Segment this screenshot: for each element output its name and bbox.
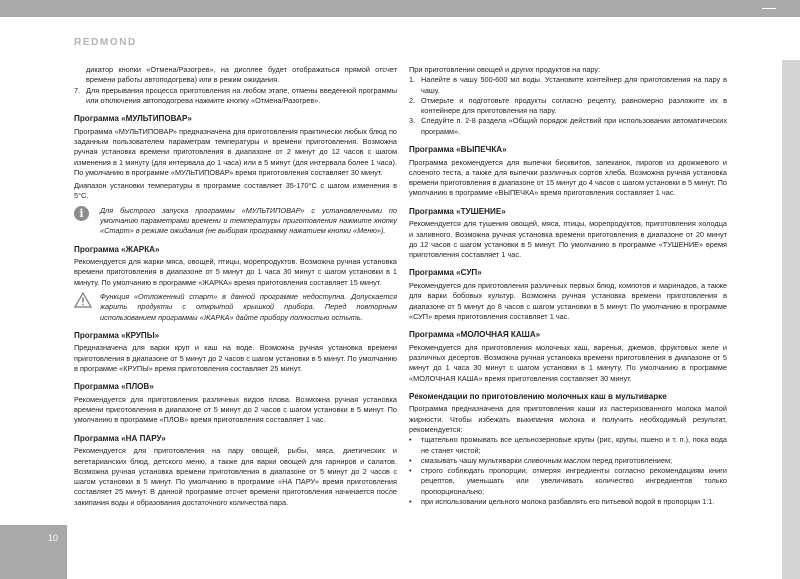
vypechka-text: Программа рекомендуется для выпечки бисквитов, запеканок, пирогов из дрожжевого и слоеного теста, а также для выпечки различных сортов хлеба. Возможна ручная установка времени приготовления в диапазоне от 15 минут до 4 часов с шагом установки в 5 минут. По умолчанию в программе «ВЫПЕЧКА» время приготовления составляет 1 час. bbox=[409, 157, 727, 198]
krupy-heading: Программа «КРУПЫ» bbox=[74, 330, 160, 340]
right-column bbox=[409, 65, 727, 507]
step-text: Для прерывания процесса приготовления на любом этапе, отмены введенной программы или отключения автоподогрева нажмите кнопку «Отмена/Разогрев». bbox=[86, 85, 397, 105]
step-number: 7. bbox=[74, 85, 81, 95]
left-column bbox=[74, 65, 397, 508]
steam-step bbox=[409, 75, 727, 96]
info-icon: i bbox=[74, 206, 89, 221]
side-strip bbox=[782, 60, 800, 579]
multipovar-note bbox=[74, 206, 397, 237]
list-item bbox=[409, 497, 727, 507]
plov-text: Рекомендуется для приготовления различных видов плова. Возможна ручная установка времени приготовления в диапазоне от 5 минут до 2 часов с шагом установки в 5 минут. По умолчанию в программе «ПЛОВ» время приготовления составляет 1 час. bbox=[74, 394, 397, 425]
bullet: • bbox=[409, 435, 412, 445]
tushenie-heading: Программа «ТУШЕНИЕ» bbox=[409, 206, 506, 216]
step-7 bbox=[74, 86, 397, 107]
multipovar-heading: Программа «МУЛЬТИПОВАР» bbox=[74, 114, 192, 124]
recommendations-text: Программа предназначена для приготовления каши из пастеризованного молока малой жирности. Чтобы избежать выкипания молока и получить необходимый результат, рекомендуется: bbox=[409, 404, 727, 434]
multipovar-note-text: Для быстрого запуска программы «МУЛЬТИПОВАР» с установленными по умолчанию параметрами времени и температуры приготовления нажмите кнопку «Старт» в режиме ожидания (не выбирая программу нажатием кнопки «Меню»). bbox=[100, 205, 397, 236]
list-item-text: смазывать чашу мультиварки сливочным маслом перед приготовлением; bbox=[421, 455, 673, 465]
tushenie-text: Рекомендуется для тушения овощей, мяса, птицы, морепродуктов, приготовления холодца и заливного. Возможна ручная установка времени приготовления в диапазоне от 20 минут до 12 часов с шагом установки в 5 минут. По умолчанию в программе «ТУШЕНИЕ» время приготовления составляет 1 час. bbox=[409, 219, 727, 260]
plov-heading: Программа «ПЛОВ» bbox=[74, 382, 154, 392]
page-number: 10 bbox=[48, 533, 59, 543]
zharka-note bbox=[74, 292, 397, 323]
list-item-text: строго соблюдать пропорции, отмеряя ингредиенты согласно рекомендациям книги рецептов, уменьшать или увеличивать количество ингредиентов только пропорционально; bbox=[421, 466, 727, 496]
continued-text: дикатор кнопки «Отмена/Разогрев», на дисплее будет отображаться прямой отсчет времени работы автоподогрева) или в режим ожидания. bbox=[86, 65, 397, 85]
step-text: Отмерьте и подготовьте продукты согласно рецепту, равномерно разложите их в контейнере для приготовления на пару. bbox=[421, 95, 727, 116]
recommendations-heading: Рекомендации по приготовлению молочных каш в мультиварке bbox=[409, 391, 667, 401]
note-icon-wrap bbox=[74, 292, 100, 323]
header-dash bbox=[762, 8, 776, 9]
krupy-text: Предназначена для варки круп и каш на воде. Возможна ручная установка времени приготовления в диапазоне от 5 минут до 2 часов с шагом установки в 5 минут. По умолчанию в программе «КРУПЫ» время приготовления составляет 25 минут. bbox=[74, 343, 397, 374]
warning-icon bbox=[74, 292, 92, 308]
zharka-note-text: Функция «Отложенный старт» в данной программе недоступна. Допускается жарить продукты с открытой крышкой прибора. Перед повторным использованием программы «ЖАРКА» дайте прибору полностью остыть. bbox=[100, 292, 397, 322]
steam-intro: При приготовлении овощей и других продуктов на пару: bbox=[409, 65, 601, 74]
zharka-text: Рекомендуется для жарки мяса, овощей, птицы, морепродуктов. Возможна ручная установка времени приготовления в диапазоне от 5 минут до 1 часа 30 минут с шагом установки в 1 минуту. По умолчанию в программе «ЖАРКА» время приготовления составляет 15 минут. bbox=[74, 257, 397, 287]
step-number: 3. bbox=[409, 116, 416, 126]
na-paru-heading: Программа «НА ПАРУ» bbox=[74, 433, 166, 443]
list-item-text: тщательно промывать все цельнозерновые крупы (рис, крупы, пшено и т. п.), пока вода не станет чистой; bbox=[421, 435, 727, 455]
kasha-text: Рекомендуется для приготовления молочных каш, варенья, джемов, фруктовых желе и различных десертов. Возможна ручная установка времени приготовления в диапазоне от 5 минут до 1 часа 30 минут с шагом установки в 1 минуту. По умолчанию в программе «МОЛОЧНАЯ КАША» время приготовления составляет 30 минут. bbox=[409, 342, 727, 383]
step-number: 2. bbox=[409, 95, 416, 105]
list-item-text: при использовании цельного молока разбавлять его питьевой водой в пропорции 1:1. bbox=[421, 497, 715, 506]
list-item bbox=[409, 466, 727, 497]
steam-steps bbox=[409, 75, 727, 137]
brand-logo: REDMOND bbox=[74, 37, 137, 48]
step-number: 1. bbox=[409, 75, 416, 85]
kasha-heading: Программа «МОЛОЧНАЯ КАША» bbox=[409, 330, 541, 340]
recommendations-list bbox=[409, 435, 727, 507]
list-item bbox=[409, 456, 727, 466]
bullet: • bbox=[409, 455, 412, 465]
note-icon-wrap bbox=[74, 206, 100, 237]
steam-step bbox=[409, 96, 727, 117]
sup-text: Рекомендуется для приготовления различных первых блюд, компотов и маринадов, а также для варки бобовых культур. Возможна ручная установка времени приготовления в диапазоне от 5 минут до 8 часов с шагом установки в 5 минут. По умолчанию в программе «СУП» время приготовления составляет 1 час. bbox=[409, 280, 727, 321]
header-bar bbox=[0, 0, 800, 17]
vypechka-heading: Программа «ВЫПЕЧКА» bbox=[409, 145, 507, 155]
multipovar-temp: Диапазон установки температуры в программе составляет 35-170°С с шагом изменения в 5°С. bbox=[74, 181, 397, 201]
steam-step bbox=[409, 116, 727, 137]
sup-heading: Программа «СУП» bbox=[409, 268, 482, 278]
bullet: • bbox=[409, 497, 412, 506]
zharka-heading: Программа «ЖАРКА» bbox=[74, 244, 160, 254]
multipovar-text: Программа «МУЛЬТИПОВАР» предназначена для приготовления практически любых блюд по заданным пользователем параметрам температуры и времени приготовления. Возможна ручная установка времени приготовления в диапазоне от 2 минут до 12 часов с шагом изменения в 1 минуту (для интервала до 1 часа) или в 5 минут (для интервала более 1 часа). По умолчанию в программе «МУЛЬТИПОВАР» время приготовления составляет 30 минут. bbox=[74, 126, 397, 177]
step-text: Налейте в чашу 500-600 мл воды. Установите контейнер для приготовления на пару в чашу. bbox=[421, 75, 727, 95]
step-text: Следуйте п. 2-8 раздела «Общий порядок действий при использовании автоматических программ». bbox=[421, 116, 727, 136]
na-paru-text: Рекомендуется для приготовления на пару овощей, рыбы, мяса, диетических и вегетарианских блюд, детского меню, а также для варки овощей для гарниров и салатов. Возможна ручная установка времени приготовления в диапазоне от 5 минут до 2 часов с шагом установки в 5 минут. По умолчанию в программе «НА ПАРУ» время приготовления составляет 25 минут. В данной программе отсчет времени приготовления начинается после закипания воды и образования достаточного количества пара. bbox=[74, 446, 397, 507]
list-item bbox=[409, 435, 727, 456]
bullet: • bbox=[409, 466, 412, 476]
